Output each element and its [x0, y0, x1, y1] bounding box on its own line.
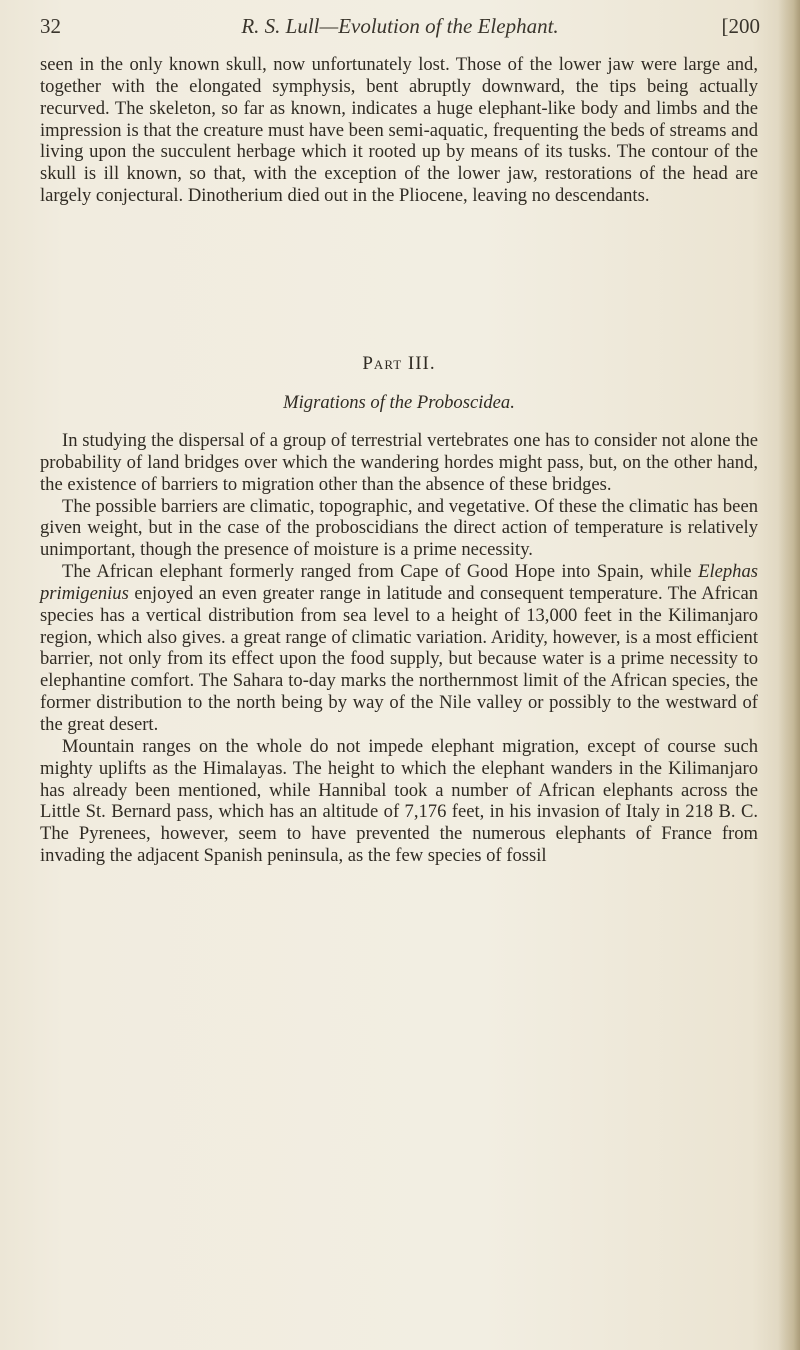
- section-subheading: Migrations of the Proboscidea.: [283, 392, 515, 413]
- part-heading: Part III.: [362, 353, 436, 374]
- running-title: R. S. Lull—Evolution of the Elephant.: [241, 14, 559, 38]
- paragraph-mountain-ranges: Mountain ranges on the whole do not impede elephant migration, except of course such mighty uplifts as the Himalayas. The height to which the elephant wanders in the Kilimanjaro has already been mentioned, while Hannibal took a number of African elephants across the Little St. Bernard pass, which has an altitude of 7,176 feet, in his invasion of Italy in 218 B. C. The Pyrenees, however, seem to have prevented the numerous elephants of France from invading the adjacent Spanish peninsula, as the few species of fossil: [40, 735, 758, 867]
- page-number: 32: [40, 14, 61, 38]
- species-name: Elephas primigenius: [40, 561, 758, 604]
- paragraph-text: The African elephant formerly ranged from Cape of Good Hope into Spain, while: [62, 561, 699, 583]
- running-header: [40, 14, 760, 44]
- page-edge-shadow: [778, 0, 800, 1350]
- paragraph-barriers: The possible barriers are climatic, topographic, and vegetative. Of these the climatic has been given weight, but in the case of the proboscidians the direct action of temperature is relatively unimportant, though the presence of moisture is a prime necessity.: [40, 495, 758, 561]
- continued-paragraph: seen in the only known skull, now unfortunately lost. Those of the lower jaw were large and, together with the elongated symphysis, bent abruptly downward, the tips being actually recurved. The skeleton, so far as known, indicates a huge elephant-like body and limbs and the impression is that the creature must have been semi-aquatic, frequenting the beds of streams and living upon the succulent herbage which it rooted up by means of its tusks. The contour of the skull is ill known, so that, with the exception of the lower jaw, restorations of the head are largely conjectural. Dinotherium died out in the Pliocene, leaving no descendants.: [40, 54, 758, 207]
- paragraph-dispersal: In studying the dispersal of a group of terrestrial vertebrates one has to consider not alone the probability of land bridges over which the wandering hordes might pass, but, on the other hand, the existence of barriers to migration other than the absence of these bridges.: [40, 430, 758, 495]
- paragraph-text: enjoyed an even greater range in latitude and consequent temperature. The African species has a vertical distribution from sea level to a height of 13,000 feet in the Kilimanjaro region, which also gives. a great range of climatic variation. Aridity, however, is a most efficient barrier, not only from its effect upon the food supply, but because water is a prime necessity to elephantine comfort. The Sahara to-day marks the northernmost limit of the African species, the former distribution to the north being by way of the Nile valley or possibly to the westward of the great desert.: [40, 582, 758, 735]
- paragraph-african-elephant: [40, 561, 758, 736]
- section-body: [40, 430, 758, 867]
- bracketed-page-number: [200: [721, 14, 760, 38]
